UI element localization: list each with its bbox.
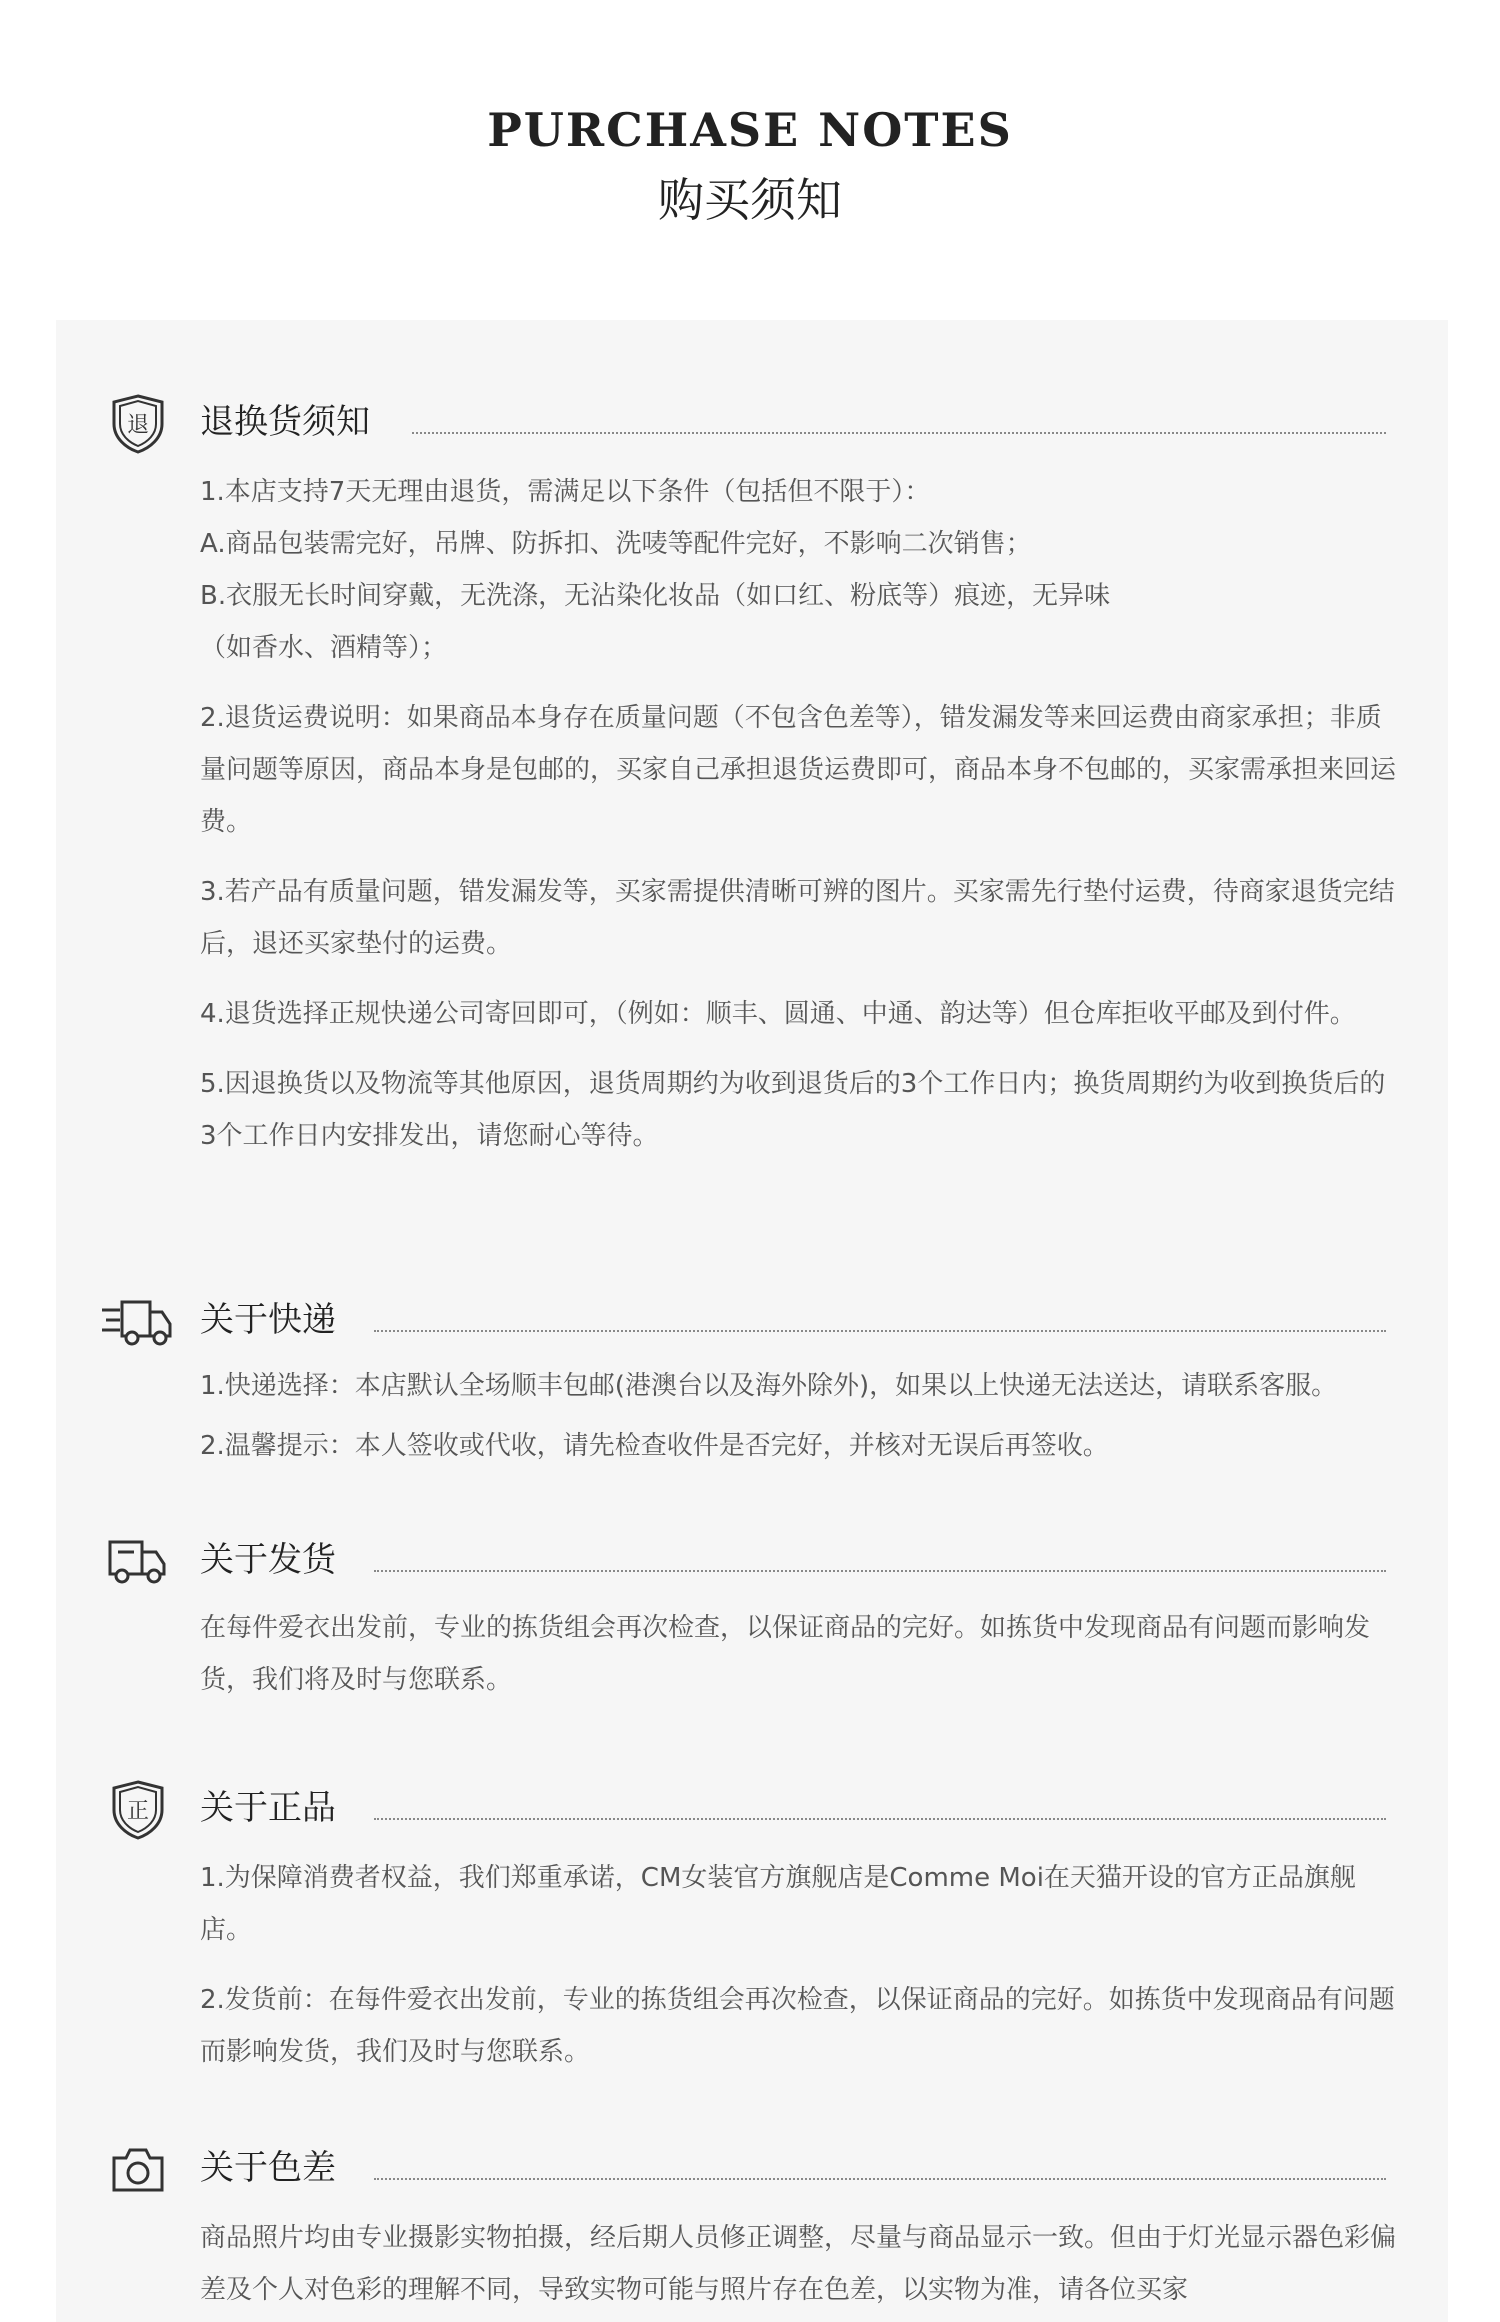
- section-title-authentic: 关于正品: [200, 1788, 336, 1828]
- section-title-shipping: 关于发货: [200, 1540, 336, 1580]
- returns-item-2: 2.退货运费说明：如果商品本身存在质量问题（不包含色差等），错发漏发等来回运费由商家承担；非质量问题等原因，商品本身是包邮的，买家自己承担退货运费即可，商品本身不包邮的，买家需承担来回运费。: [200, 703, 1397, 837]
- section-body-shipping: [200, 1602, 1400, 1706]
- authentic-item-2: 2.发货前：在每件爱衣出发前，专业的拣货组会再次检查，以保证商品的完好。如拣货中发现商品有问题而影响发货，我们及时与您联系。: [200, 1985, 1395, 2067]
- shield-return-icon: [106, 392, 170, 456]
- authentic-item-1: 1.为保障消费者权益，我们郑重承诺，CM女装官方旗舰店是Comme Moi在天猫开设的官方正品旗舰店。: [200, 1863, 1356, 1945]
- shield-genuine-icon: [106, 1778, 170, 1842]
- section-divider: [374, 1570, 1386, 1572]
- page-title-chinese: 购买须知: [658, 173, 842, 227]
- returns-item-4: 4.退货选择正规快递公司寄回即可，（例如：顺丰、圆通、中通、韵达等）但仓库拒收平邮及到付件。: [200, 999, 1356, 1029]
- page-title-english: PURCHASE NOTES: [487, 103, 1013, 157]
- section-divider: [412, 432, 1386, 434]
- express-item-1: 1.快递选择：本店默认全场顺丰包邮(港澳台以及海外除外)，如果以上快递无法送达，请联系客服。: [200, 1371, 1338, 1401]
- section-title-express: 关于快递: [200, 1300, 336, 1340]
- section-body-express: [200, 1360, 1440, 1472]
- section-divider: [374, 1818, 1386, 1820]
- section-body-color: [200, 2212, 1400, 2316]
- color-item-1: 商品照片均由专业摄影实物拍摄，经后期人员修正调整，尽量与商品显示一致。但由于灯光显示器色彩偏差及个人对色彩的理解不同，导致实物可能与照片存在色差，以实物为准，请各位买家: [200, 2223, 1397, 2305]
- returns-item-1: 1.本店支持7天无理由退货，需满足以下条件（包括但不限于）：: [200, 477, 931, 507]
- section-returns: [56, 392, 1448, 1151]
- return-icon-glyph: 退: [126, 413, 150, 438]
- fast-truck-icon: [100, 1290, 172, 1354]
- shipping-item-1: 在每件爱衣出发前，专业的拣货组会再次检查，以保证商品的完好。如拣货中发现商品有问题而影响发货，我们将及时与您联系。: [200, 1613, 1371, 1695]
- camera-icon: [106, 2138, 170, 2202]
- returns-item-1a: A.商品包装需完好，吊牌、防拆扣、洗唛等配件完好，不影响二次销售；: [200, 529, 1032, 559]
- section-divider: [374, 2178, 1386, 2180]
- section-color: [56, 2138, 1448, 2305]
- section-title-color: 关于色差: [200, 2148, 336, 2188]
- returns-item-5: 5.因退换货以及物流等其他原因，退货周期约为收到退货后的3个工作日内；换货周期约为收到换货后的3个工作日内安排发出，请您耐心等待。: [200, 1069, 1386, 1151]
- returns-item-3: 3.若产品有质量问题，错发漏发等，买家需提供清晰可辨的图片。买家需先行垫付运费，待商家退货完结后，退还买家垫付的运费。: [200, 877, 1395, 959]
- section-divider: [374, 1330, 1386, 1332]
- section-body-authentic: [200, 1852, 1400, 2078]
- express-item-2: 2.温馨提示：本人签收或代收，请先检查收件是否完好，并核对无误后再签收。: [200, 1431, 1109, 1461]
- returns-item-1b: B.衣服无长时间穿戴，无洗涤，无沾染化妆品（如口红、粉底等）痕迹，无异味: [200, 581, 1111, 611]
- section-shipping: [56, 1530, 1448, 1695]
- section-title-returns: 退换货须知: [200, 402, 370, 442]
- section-express: [56, 1290, 1448, 1461]
- delivery-truck-icon: [104, 1530, 168, 1594]
- section-body-returns: [200, 466, 1400, 1162]
- genuine-icon-glyph: 正: [126, 1799, 150, 1824]
- returns-item-1c: （如香水、酒精等）；: [200, 633, 448, 663]
- page-header: [0, 0, 1500, 227]
- notes-panel: [56, 320, 1448, 2322]
- section-authentic: [56, 1778, 1448, 2067]
